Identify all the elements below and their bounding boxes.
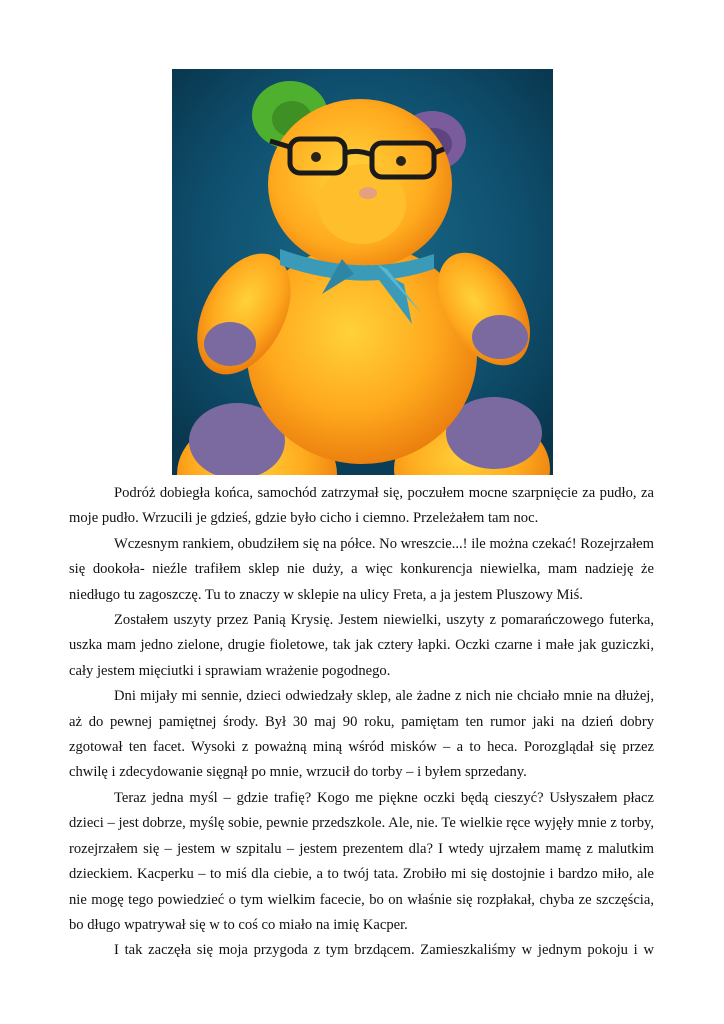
paragraph: Wczesnym rankiem, obudziłem się na półce. No wreszcie...! ile można czekać! Rozejrzałem się dookoła- nieźle trafiłem sklep nie duży, a więc konkurencja niewielka, mam nadzieję że niedługo tu zagoszczę. Tu to znaczy w sklepie na ulicy Freta, a ja jestem Pluszowy Miś. <box>69 535 654 603</box>
story-text <box>69 481 654 964</box>
left-paw <box>204 322 256 366</box>
right-paw <box>472 315 528 359</box>
paragraph: Podróż dobiegła końca, samochód zatrzymał się, poczułem mocne szarpnięcie za pudło, za moje pudło. Wrzucili je gdzieś, gdzie było cicho i ciemno. Przeleżałem tam noc. <box>69 485 654 527</box>
paragraph: Dni mijały mi sennie, dzieci odwiedzały sklep, ale żadne z nich nie chciało mnie na dłużej, aż do pewnej pamiętnej środy. Był 30 maj 90 roku, pamiętam ten rumor jaki na dzień dobry zgotował ten facet. Wysoki z poważną miną wśród misków – a to heca. Porozglądał się przez chwilę i zdecydowanie sięgnął po mnie, wrzucił do torby – i byłem sprzedany. <box>69 688 654 781</box>
paragraph: Teraz jedna myśl – gdzie trafię? Kogo me piękne oczki będą cieszyć? Usłyszałem płacz dzieci – jest dobrze, myślę sobie, pewnie przedszkole. Ale, nie. Te wielkie ręce wyjęły mnie z torby, rozejrzałem się – jestem w szpitalu – jestem prezentem dla? I wtedy ujrzałem mamę z malutkim dzieckiem. Kacperku – to miś dla ciebie, a to twój tata. Zrobiło mi się dostojnie i bardzo miło, ale nie mogę tego powiedzieć o tym wielkim facecie, bo on właśnie się rozpłakał, chyba ze szczęścia, bo długo wpatrywał się w to coś co miało na imię Kacper. <box>69 789 654 933</box>
paragraph: I tak zaczęła się moja przygoda z tym brzdącem. Zamieszkaliśmy w jednym pokoju i w <box>114 942 654 959</box>
paragraph: Zostałem uszyty przez Panią Krysię. Jestem niewielki, uszyty z pomarańczowego futerka, uszka mam jedno zielone, drugie fioletowe, tak jak cztery łapki. Oczki czarne i małe jak guziczki, cały jestem mięciutki i sprawiam wrażenie pogodnego. <box>69 612 654 679</box>
bear-nose <box>359 187 377 199</box>
teddy-bear-photo <box>172 69 553 475</box>
